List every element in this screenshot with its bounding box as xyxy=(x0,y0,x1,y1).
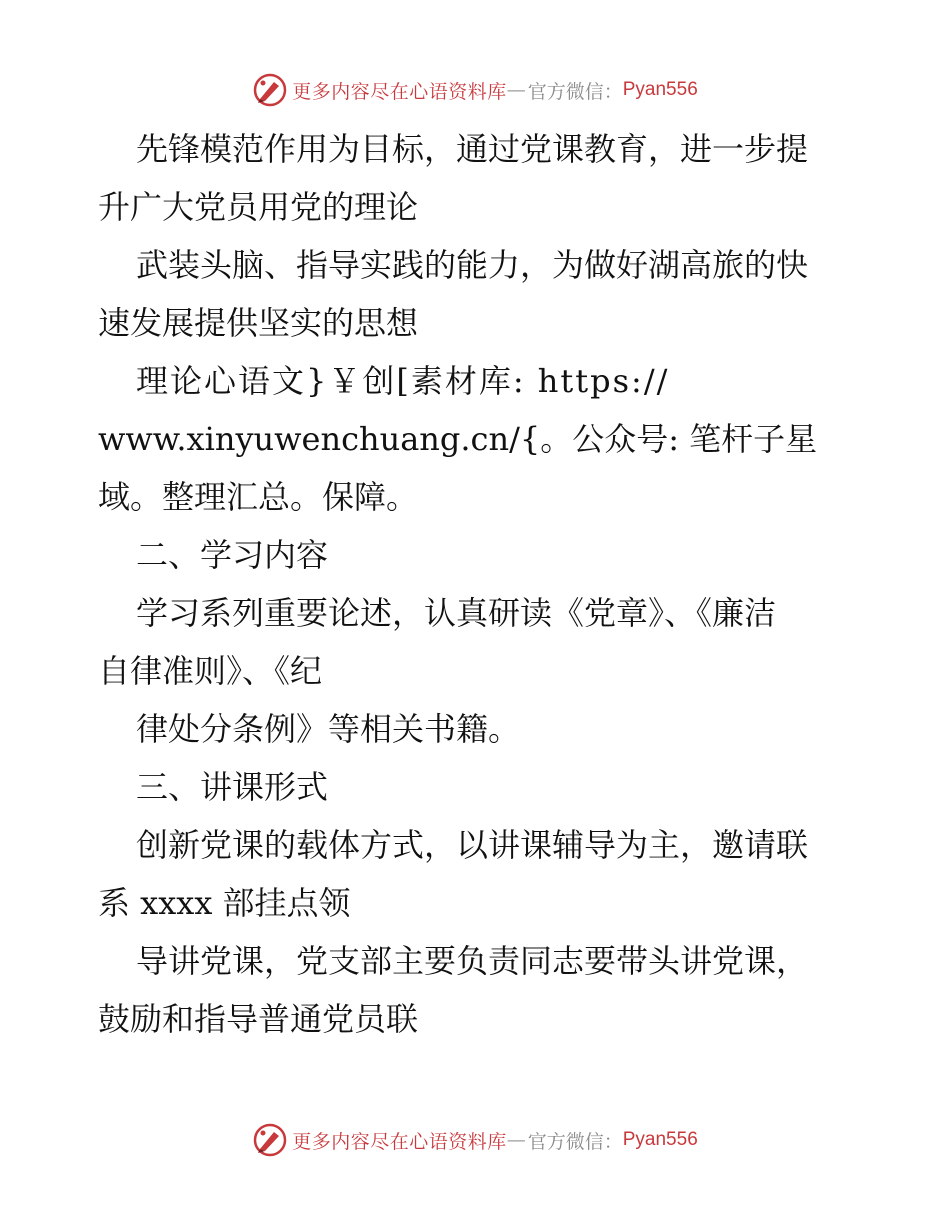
text-line: 系 xxxx 部挂点领 xyxy=(98,884,351,922)
wechat-id: Pyan556 xyxy=(622,79,698,100)
pen-logo-icon xyxy=(252,1122,288,1158)
text-line: 域。整理汇总。保障。 xyxy=(98,478,419,516)
text-line: 学习系列重要论述，认真研读《党章》、《廉洁 xyxy=(136,594,777,632)
text-line: 律处分条例》等相关书籍。 xyxy=(136,710,521,748)
header-watermark xyxy=(0,70,950,110)
text-line: www.xinyuwenchuang.cn/{。公众号: 笔杆子星 xyxy=(98,420,818,458)
section-heading: 三、讲课形式 xyxy=(136,768,329,806)
footer-watermark xyxy=(0,1120,950,1160)
text-line: 理论心语文}￥创[素材库: https:// xyxy=(136,362,670,400)
text-line: 创新党课的载体方式，以讲课辅导为主，邀请联 xyxy=(136,826,809,864)
text-line: 升广大党员用党的理论 xyxy=(98,188,419,226)
text-line: 鼓励和指导普通党员联 xyxy=(98,1000,419,1038)
wechat-label: 官方微信： xyxy=(527,1130,623,1153)
text-line: 导讲党课，党支部主要负责同志要带头讲党课， xyxy=(136,942,809,980)
text-line: 速发展提供坚实的思想 xyxy=(98,304,419,342)
document-body xyxy=(98,120,858,1048)
watermark-slogan: 更多内容尽在心语资料库 xyxy=(292,1130,507,1153)
text-line: 先锋模范作用为目标，通过党课教育，进一步提 xyxy=(136,130,809,168)
wechat-label: 官方微信： xyxy=(527,80,623,103)
pen-logo-icon xyxy=(252,72,288,108)
watermark-slogan: 更多内容尽在心语资料库 xyxy=(292,80,507,103)
section-heading: 二、学习内容 xyxy=(136,536,329,574)
watermark-separator: — xyxy=(506,79,526,101)
text-line: 自律准则》、《纪 xyxy=(98,652,323,690)
watermark-separator: — xyxy=(506,1129,526,1151)
text-line: 武装头脑、指导实践的能力，为做好湖高旅的快 xyxy=(136,246,809,284)
wechat-id: Pyan556 xyxy=(622,1129,698,1150)
